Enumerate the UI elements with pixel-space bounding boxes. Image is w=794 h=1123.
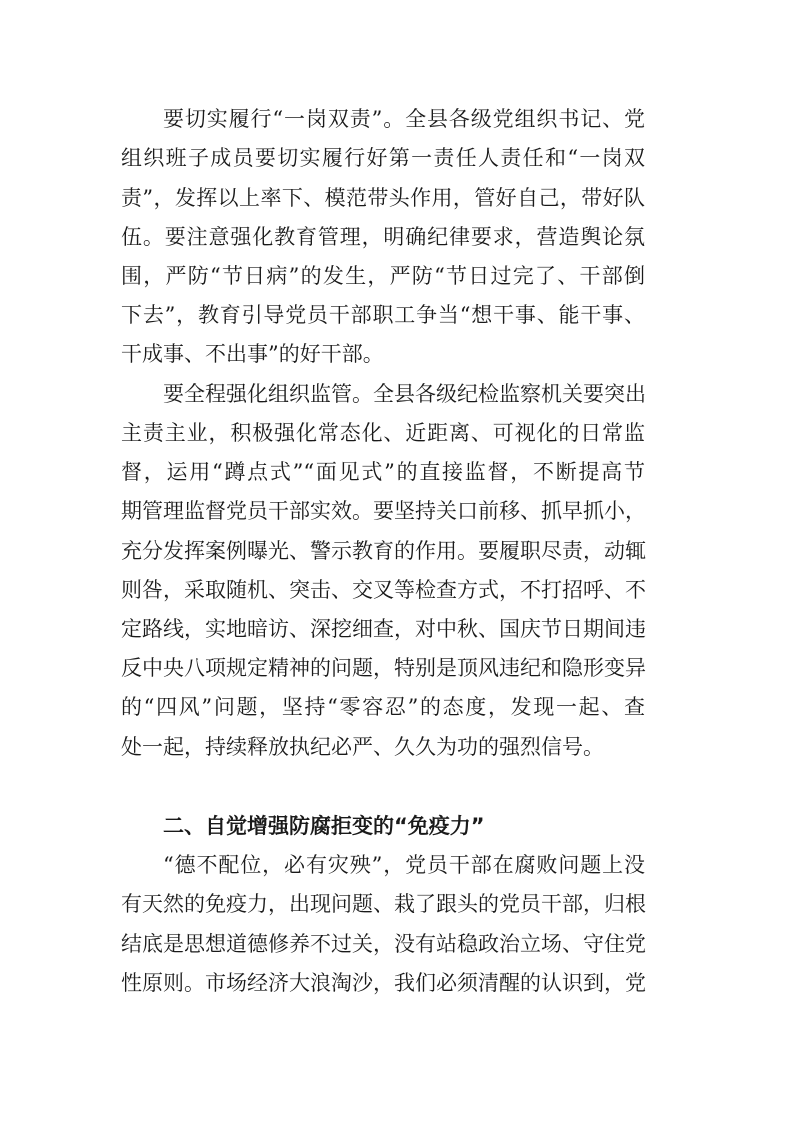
paragraph-2-line-6: 则咎，采取随机、突击、交叉等检查方式，不打招呼、不 xyxy=(121,578,646,602)
paragraph-1-line-1: 要切实履行“一岗双责”。全县各级党组织书记、党 xyxy=(163,107,645,131)
paragraph-1-line-6: 下去”，教育引导党员干部职工争当“想干事、能干事、 xyxy=(121,303,645,327)
paragraph-2-line-4: 期管理监督党员干部实效。要坚持关口前移、抓早抓小， xyxy=(121,499,646,523)
paragraph-1-line-7: 干成事、不出事”的好干部。 xyxy=(121,342,384,366)
paragraph-2-line-7: 定路线，实地暗访、深挖细查，对中秋、国庆节日期间违 xyxy=(121,617,646,641)
paragraph-2-line-9: 的“四风”问题，坚持“零容忍”的态度，发现一起、查 xyxy=(121,695,645,719)
paragraph-2-line-3: 督，运用“蹲点式”“面见式”的直接监督，不断提高节 xyxy=(121,460,645,484)
section-heading: 二、自觉增强防腐拒变的“免疫力” xyxy=(163,814,485,838)
paragraph-1-line-4: 伍。要注意强化教育管理，明确纪律要求，营造舆论氛 xyxy=(121,225,645,249)
paragraph-2-line-1: 要全程强化组织监管。全县各级纪检监察机关要突出 xyxy=(163,382,646,406)
paragraph-2-line-2: 主责主业，积极强化常态化、近距离、可视化的日常监 xyxy=(121,421,645,445)
paragraph-3-line-4: 性原则。市场经济大浪淘沙，我们必须清醒的认识到，党 xyxy=(121,971,646,995)
paragraph-2-line-10: 处一起，持续释放执纪必严、久久为功的强烈信号。 xyxy=(121,735,604,759)
paragraph-1-line-2: 组织班子成员要切实履行好第一责任人责任和“一岗双 xyxy=(121,146,645,170)
paragraph-3-line-1: “德不配位，必有灾殃”，党员干部在腐败问题上没 xyxy=(163,853,645,877)
paragraph-2-line-8: 反中央八项规定精神的问题，特别是顶风违纪和隐形变异 xyxy=(121,656,646,680)
paragraph-1-line-5: 围，严防“节日病”的发生，严防“节日过完了、干部倒 xyxy=(121,264,645,288)
paragraph-3-line-2: 有天然的免疫力，出现问题、栽了跟头的党员干部，归根 xyxy=(121,892,646,916)
paragraph-3-line-3: 结底是思想道德修养不过关，没有站稳政治立场、守住党 xyxy=(121,932,646,956)
paragraph-2-line-5: 充分发挥案例曝光、警示教育的作用。要履职尽责，动辄 xyxy=(121,539,646,563)
paragraph-1-line-3: 责”，发挥以上率下、模范带头作用，管好自己，带好队 xyxy=(121,186,645,210)
